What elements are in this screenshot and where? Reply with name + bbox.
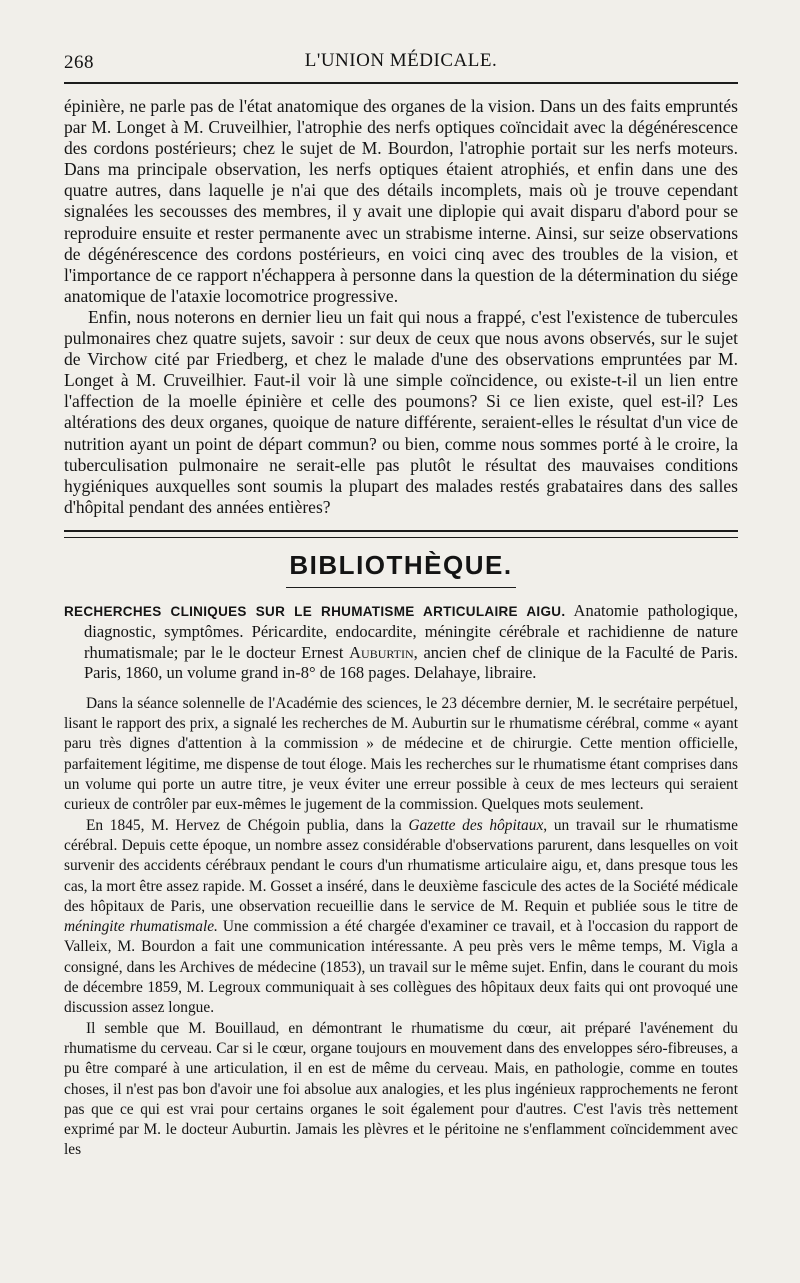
article-paragraph: Enfin, nous noterons en dernier lieu un fait qui nous a frappé, c'est l'existence de tubercules pulmonaires chez quatre sujets, savoir : sur deux de ceux que nous avons observés, sur le sujet de Virchow cité par Friedberg, et chez le malade d'une des observations empruntées par M. Longet à M. Cruveilhier. Faut-il voir là une simple coïncidence, ou existe-t-il un lien entre l'affection de la moelle épinière et celle des poumons? Si ce lien existe, quel est-il? Les altérations des deux organes, quoique de nature différente, seraient-elles le résultat d'un vice de nutrition ayant un point de départ commun? ou bien, comme nous sommes porté à le croire, la tuberculisation pulmonaire ne serait-elle pas plutôt le résultat des mauvaises conditions hygiéniques auxquelles sont soumis la plupart des malades restés grabataires dans des salles d'hôpital pendant des années entières?	[64, 306, 738, 517]
section-title-rule	[286, 587, 516, 588]
article-paragraph: épinière, ne parle pas de l'état anatomique des organes de la vision. Dans un des faits empruntés par M. Longet à M. Cruveilhier, l'atrophie des nerfs optiques coïncidait avec la dégénérescence des cordons postérieurs; chez le sujet de M. Bourdon, l'atrophie portait sur les nerfs moteurs. Dans ma principale observation, les nerfs optiques étaient atrophiés, et enfin dans une des quatre autres, dans laquelle je n'ai que des détails incomplets, mais où je trouve cependant signalées les secousses des membres, il y avait une diplopie qui avait disparu d'abord pour se reproduire ensuite et rester permanente avec un strabisme interne. Ainsi, sur seize observations de dégénérescence des cordons postérieurs, en voici cinq avec des troubles de la vision, et l'importance de ce rapport n'échappera à personne dans la question de la détermination du siége anatomique de l'ataxie locomotrice progressive.	[64, 96, 738, 306]
review-book-author: Auburtin	[349, 642, 414, 662]
review-paragraph	[64, 816, 738, 1019]
review-text-run: Une commission a été chargée d'examiner ce travail, et à l'occasion du rapport de Valleix, M. Bourdon a fait une communication intéressante. A peu près vers le même temps, M. Vigla a consigné, dans les Archives de médecine (1853), un travail sur le même sujet. Enfin, dans le courant du mois de décembre 1859, M. Legroux communiquait à ses collègues des hôpitaux deux faits qui ont provoqué une discussion assez longue.	[64, 918, 739, 1017]
review-paragraph: Dans la séance solennelle de l'Académie des sciences, le 23 décembre dernier, M. le secrétaire perpétuel, lisant le rapport des prix, a signalé les recherches de M. Auburtin sur le rhumatisme cérébral, comme « ayant paru très dignes d'attention à la commission » de médecine et de chirurgie. Cette mention officielle, parfaitement légitime, me dispense de tout éloge. Mais les recherches sur le rhumatisme étant comprises dans un volume qui porte un autre titre, je veux éviter une erreur possible à ceux de mes lecteurs qui seraient curieux de contrôler par eux-mêmes le jugement de la commission. Quelques mots seulement.	[64, 694, 738, 814]
article-continuation	[64, 96, 738, 518]
review-heading	[64, 601, 738, 684]
review-text-run: En 1845, M. Hervez de Chégoin publia, dans la	[86, 816, 409, 834]
review-citation: Gazette des hôpitaux	[408, 816, 544, 834]
review-paragraph: Il semble que M. Bouillaud, en démontrant le rhumatisme du cœur, ait préparé l'avénement du rhumatisme du cerveau. Car si le cœur, organe toujours en mouvement dans des enveloppes séro-fibreuses, a pu être comparé à une articulation, il en est de même du cerveau. Mais, en pathologie, comme en toutes choses, il n'est pas bon d'avoir une foi absolue aux analogies, et les plus ingénieux rapprochements ne feront pas que ce qui est vrai pour certains organes le soit également pour d'autres. C'est l'avis très nettement exprimé par M. le docteur Auburtin. Jamais les plèvres et le péritoine ne s'enflamment coïncidemment avec les	[64, 1019, 738, 1159]
review-book-title: RECHERCHES CLINIQUES SUR LE RHUMATISME ARTICULAIRE AIGU.	[64, 603, 566, 619]
page-header	[64, 44, 738, 72]
running-title: L'UNION MÉDICALE.	[304, 50, 498, 71]
header-rule	[64, 82, 738, 84]
page-number: 268	[64, 52, 94, 73]
review-book-publication: , ancien chef de clinique de la Faculté de Paris. Paris, 1860, un volume grand in-8° de 168 pages. Delahaye, libraire.	[84, 642, 739, 683]
section-divider	[64, 530, 738, 538]
review-citation: méningite rhumatismale.	[64, 918, 218, 936]
review-text-run: , un travail sur le rhumatisme cérébral. Depuis cette époque, un nombre assez considérable d'observations parurent, dans lesquelles on voit survenir des accidents cérébraux pendant le cours d'un rhumatisme articulaire aigu, et, dans presque tous les cas, la mort être assez rapide. M. Gosset a inséré, dans le deuxième fascicule des actes de la Société médicale des hôpitaux de Paris, une observation recueillie dans le service de M. Requin et publiée sous le titre de	[64, 816, 738, 915]
section-title: BIBLIOTHÈQUE.	[289, 549, 513, 580]
review-body	[64, 694, 738, 1161]
review-book-subtitle: Anatomie pathologique, diagnostic, symptômes. Péricardite, endocardite, méningite cérébrale et rachidienne de nature rhumatismale; par le le docteur Ernest	[84, 600, 738, 662]
